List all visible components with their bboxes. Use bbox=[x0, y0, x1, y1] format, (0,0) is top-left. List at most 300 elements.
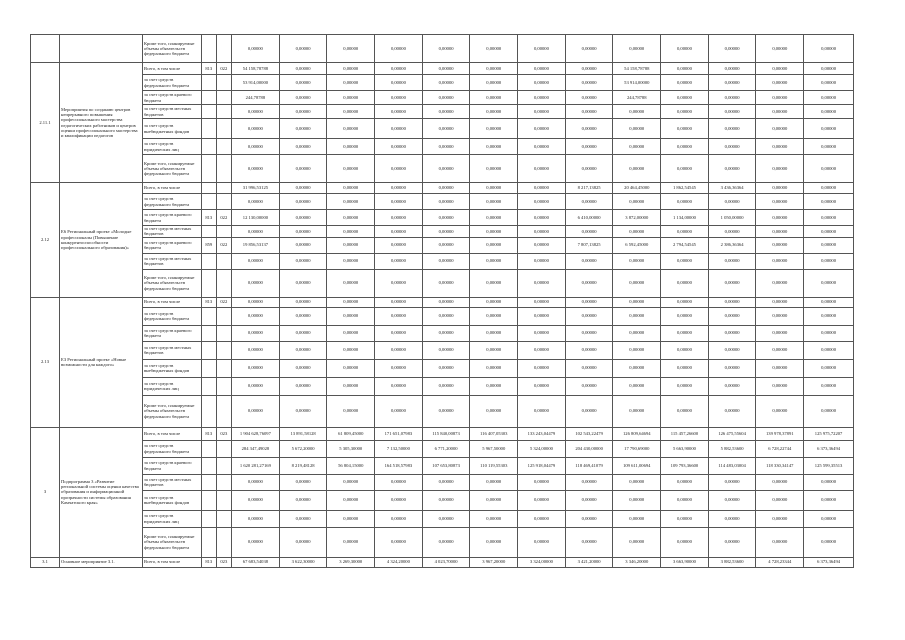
amount-cell: 0,00000 bbox=[327, 63, 375, 75]
grbs-code-cell bbox=[202, 183, 217, 194]
amount-cell: 0,00000 bbox=[279, 510, 327, 527]
grbs-code-cell: 813 bbox=[202, 427, 217, 440]
amount-cell: 0,00000 bbox=[422, 226, 470, 238]
amount-cell: 0,00000 bbox=[279, 307, 327, 325]
amount-cell: 0,00000 bbox=[661, 377, 709, 395]
amount-cell: 0,00000 bbox=[470, 210, 518, 226]
amount-cell: 0,00000 bbox=[708, 341, 756, 359]
amount-cell: 0,00000 bbox=[565, 377, 613, 395]
amount-cell: 0,00000 bbox=[279, 155, 327, 183]
amount-cell: 0,00000 bbox=[613, 527, 661, 557]
table-row bbox=[31, 474, 854, 490]
budget-table bbox=[30, 34, 854, 568]
amount-cell: 0,00000 bbox=[565, 194, 613, 210]
amount-cell: 0,00000 bbox=[756, 359, 804, 377]
amount-cell: 2 794,54545 bbox=[661, 237, 709, 253]
amount-cell: 0,00000 bbox=[708, 63, 756, 75]
amount-cell: 0,00000 bbox=[232, 377, 280, 395]
amount-cell: 0,00000 bbox=[422, 75, 470, 91]
amount-cell: 0,00000 bbox=[565, 91, 613, 105]
amount-cell: 171 651,07983 bbox=[375, 427, 423, 440]
amount-cell: 0,00000 bbox=[518, 155, 566, 183]
amount-cell: 0,00000 bbox=[661, 490, 709, 510]
amount-cell: 0,00000 bbox=[232, 307, 280, 325]
amount-cell: 0,00000 bbox=[232, 490, 280, 510]
funding-source-label: за счет средств федерального бюджета bbox=[142, 75, 201, 91]
amount-cell: 1 050,00000 bbox=[708, 210, 756, 226]
amount-cell: 0,00000 bbox=[375, 105, 423, 119]
section-code-cell bbox=[216, 440, 232, 457]
amount-cell: 0,00000 bbox=[422, 395, 470, 427]
amount-cell: 0,00000 bbox=[804, 183, 854, 194]
amount-cell: 0,00000 bbox=[470, 325, 518, 341]
amount-cell: 0,00000 bbox=[518, 474, 566, 490]
amount-cell: 0,00000 bbox=[327, 490, 375, 510]
amount-cell: 0,00000 bbox=[327, 183, 375, 194]
amount-cell: 0,00000 bbox=[708, 119, 756, 139]
amount-cell: 0,00000 bbox=[565, 325, 613, 341]
amount-cell: 0,00000 bbox=[518, 63, 566, 75]
amount-cell: 0,00000 bbox=[565, 119, 613, 139]
funding-source-label: за счет средств краевого бюджета bbox=[142, 325, 201, 341]
amount-cell: 0,00000 bbox=[565, 510, 613, 527]
amount-cell: 0,00000 bbox=[375, 377, 423, 395]
amount-cell: 0,00000 bbox=[804, 75, 854, 91]
amount-cell: 0,00000 bbox=[804, 307, 854, 325]
amount-cell: 0,00000 bbox=[375, 341, 423, 359]
section-code-cell: 023 bbox=[216, 557, 232, 567]
amount-cell: 0,00000 bbox=[708, 35, 756, 63]
grbs-code-cell bbox=[202, 307, 217, 325]
amount-cell: 5 663,90000 bbox=[661, 440, 709, 457]
amount-cell: 0,00000 bbox=[708, 105, 756, 119]
section-code-cell bbox=[216, 139, 232, 155]
amount-cell: 0,00000 bbox=[708, 395, 756, 427]
grbs-code-cell bbox=[202, 510, 217, 527]
item-name-cell bbox=[60, 35, 143, 63]
amount-cell: 0,00000 bbox=[756, 226, 804, 238]
amount-cell: 0,00000 bbox=[470, 297, 518, 307]
table-row bbox=[31, 427, 854, 440]
amount-cell: 0,00000 bbox=[279, 269, 327, 297]
item-name-cell: Мероприятия по созданию центров непрерывного повышения профессионального мастерства педагогических работников и центров оценки профессионального мастерства и квалификации педагогов bbox=[60, 63, 143, 183]
amount-cell: 0,00000 bbox=[279, 359, 327, 377]
section-code-cell bbox=[216, 269, 232, 297]
amount-cell: 5 324,00000 bbox=[518, 440, 566, 457]
budget-table-page bbox=[30, 34, 854, 568]
amount-cell: 0,00000 bbox=[565, 395, 613, 427]
table-row bbox=[31, 490, 854, 510]
amount-cell: 0,00000 bbox=[232, 510, 280, 527]
amount-cell: 0,00000 bbox=[375, 119, 423, 139]
amount-cell: 0,00000 bbox=[613, 119, 661, 139]
amount-cell: 20 464,45000 bbox=[613, 183, 661, 194]
funding-source-label: за счет средств внебюджетных фондов bbox=[142, 359, 201, 377]
amount-cell: 54 158,78788 bbox=[613, 63, 661, 75]
amount-cell: 0,00000 bbox=[565, 105, 613, 119]
amount-cell: 0,00000 bbox=[708, 307, 756, 325]
amount-cell: 0,00000 bbox=[756, 237, 804, 253]
row-index-cell: 3 bbox=[31, 427, 60, 557]
amount-cell: 0,00000 bbox=[422, 490, 470, 510]
amount-cell: 107 653,80873 bbox=[422, 457, 470, 474]
funding-source-label: за счет средств федерального бюджета bbox=[142, 440, 201, 457]
amount-cell: 0,00000 bbox=[661, 307, 709, 325]
amount-cell: 0,00000 bbox=[422, 155, 470, 183]
amount-cell: 0,00000 bbox=[613, 269, 661, 297]
amount-cell: 0,00000 bbox=[422, 237, 470, 253]
funding-source-label: Всего, в том числе bbox=[142, 557, 201, 567]
table-row bbox=[31, 226, 854, 238]
grbs-code-cell bbox=[202, 139, 217, 155]
section-code-cell: 023 bbox=[216, 427, 232, 440]
grbs-code-cell bbox=[202, 490, 217, 510]
amount-cell: 0,00000 bbox=[279, 325, 327, 341]
grbs-code-cell bbox=[202, 527, 217, 557]
amount-cell: 0,00000 bbox=[375, 237, 423, 253]
amount-cell: 0,00000 bbox=[565, 474, 613, 490]
amount-cell: 0,00000 bbox=[661, 155, 709, 183]
amount-cell: 1 620 281,27169 bbox=[232, 457, 280, 474]
table-row bbox=[31, 91, 854, 105]
amount-cell: 0,00000 bbox=[327, 297, 375, 307]
amount-cell: 0,00000 bbox=[756, 183, 804, 194]
amount-cell: 0,00000 bbox=[375, 269, 423, 297]
table-row bbox=[31, 341, 854, 359]
amount-cell: 0,00000 bbox=[661, 510, 709, 527]
funding-source-label: Кроме того, планируемые объемы обязательств федерального бюджета bbox=[142, 35, 201, 63]
amount-cell: 19 856,53137 bbox=[232, 237, 280, 253]
amount-cell: 0,00000 bbox=[756, 474, 804, 490]
amount-cell: 0,00000 bbox=[327, 35, 375, 63]
table-row bbox=[31, 194, 854, 210]
amount-cell: 0,00000 bbox=[422, 527, 470, 557]
grbs-code-cell bbox=[202, 377, 217, 395]
amount-cell: 0,00000 bbox=[375, 35, 423, 63]
amount-cell: 0,00000 bbox=[470, 91, 518, 105]
amount-cell: 0,00000 bbox=[804, 510, 854, 527]
funding-source-label: за счет средств юридических лиц bbox=[142, 377, 201, 395]
funding-source-label: за счет средств краевого бюджета bbox=[142, 91, 201, 105]
amount-cell: 0,00000 bbox=[804, 527, 854, 557]
amount-cell: 0,00000 bbox=[422, 307, 470, 325]
amount-cell: 0,00000 bbox=[422, 269, 470, 297]
amount-cell: 0,00000 bbox=[613, 194, 661, 210]
amount-cell: 0,00000 bbox=[470, 527, 518, 557]
section-code-cell: 022 bbox=[216, 210, 232, 226]
table-row bbox=[31, 527, 854, 557]
table-row bbox=[31, 269, 854, 297]
amount-cell: 0,00000 bbox=[613, 377, 661, 395]
amount-cell: 116 407,05303 bbox=[470, 427, 518, 440]
table-row bbox=[31, 210, 854, 226]
amount-cell: 3 622,30000 bbox=[279, 557, 327, 567]
amount-cell: 0,00000 bbox=[232, 119, 280, 139]
section-code-cell bbox=[216, 307, 232, 325]
amount-cell: 0,00000 bbox=[327, 510, 375, 527]
amount-cell: 6 373,36494 bbox=[804, 440, 854, 457]
funding-source-label: Кроме того, планируемые объемы обязательств федерального бюджета bbox=[142, 527, 201, 557]
amount-cell: 0,00000 bbox=[279, 35, 327, 63]
amount-cell: 3 269,30000 bbox=[327, 557, 375, 567]
amount-cell: 0,00000 bbox=[470, 377, 518, 395]
amount-cell: 0,00000 bbox=[661, 527, 709, 557]
amount-cell: 4 023,70000 bbox=[422, 557, 470, 567]
amount-cell: 0,00000 bbox=[518, 325, 566, 341]
funding-source-label: за счет средств местных бюджетов bbox=[142, 341, 201, 359]
amount-cell: 0,00000 bbox=[518, 395, 566, 427]
amount-cell: 0,00000 bbox=[518, 297, 566, 307]
amount-cell: 0,00000 bbox=[327, 325, 375, 341]
amount-cell: 0,00000 bbox=[422, 341, 470, 359]
amount-cell: 0,00000 bbox=[422, 474, 470, 490]
amount-cell: 0,00000 bbox=[613, 359, 661, 377]
amount-cell: 0,00000 bbox=[804, 155, 854, 183]
amount-cell: 0,00000 bbox=[804, 297, 854, 307]
amount-cell: 0,00000 bbox=[565, 226, 613, 238]
table-row bbox=[31, 457, 854, 474]
amount-cell: 0,00000 bbox=[327, 341, 375, 359]
amount-cell: 0,00000 bbox=[375, 359, 423, 377]
amount-cell: 0,00000 bbox=[756, 63, 804, 75]
amount-cell: 0,00000 bbox=[470, 226, 518, 238]
amount-cell: 0,00000 bbox=[375, 226, 423, 238]
amount-cell: 0,00000 bbox=[518, 105, 566, 119]
amount-cell: 0,00000 bbox=[804, 474, 854, 490]
amount-cell: 0,00000 bbox=[613, 253, 661, 269]
section-code-cell bbox=[216, 226, 232, 238]
amount-cell: 0,00000 bbox=[470, 237, 518, 253]
row-index-cell: 2.12 bbox=[31, 183, 60, 298]
funding-source-label: Кроме того, планируемые объемы обязательств федерального бюджета bbox=[142, 269, 201, 297]
amount-cell: 0,00000 bbox=[375, 63, 423, 75]
amount-cell: 0,00000 bbox=[708, 359, 756, 377]
amount-cell: 284 347,49028 bbox=[232, 440, 280, 457]
amount-cell: 0,00000 bbox=[232, 226, 280, 238]
amount-cell: 164 518,57983 bbox=[375, 457, 423, 474]
amount-cell: 0,00000 bbox=[804, 377, 854, 395]
grbs-code-cell: 813 bbox=[202, 557, 217, 567]
amount-cell: 0,00000 bbox=[470, 155, 518, 183]
amount-cell: 118 330,34147 bbox=[756, 457, 804, 474]
amount-cell: 0,00000 bbox=[232, 269, 280, 297]
amount-cell: 6 373,36494 bbox=[804, 557, 854, 567]
amount-cell: 0,00000 bbox=[327, 253, 375, 269]
amount-cell: 0,00000 bbox=[756, 269, 804, 297]
amount-cell: 1 134,00000 bbox=[661, 210, 709, 226]
funding-source-label: за счет средств местных бюджетов bbox=[142, 474, 201, 490]
amount-cell: 0,00000 bbox=[661, 226, 709, 238]
amount-cell: 0,00000 bbox=[422, 105, 470, 119]
amount-cell: 0,00000 bbox=[756, 210, 804, 226]
amount-cell: 0,00000 bbox=[804, 119, 854, 139]
grbs-code-cell: 859 bbox=[202, 237, 217, 253]
amount-cell: 0,00000 bbox=[232, 253, 280, 269]
amount-cell: 0,00000 bbox=[804, 341, 854, 359]
row-index-cell: 3.1 bbox=[31, 557, 60, 567]
amount-cell: 0,00000 bbox=[756, 307, 804, 325]
section-code-cell bbox=[216, 105, 232, 119]
amount-cell: 53 914,00000 bbox=[613, 75, 661, 91]
amount-cell: 0,00000 bbox=[756, 194, 804, 210]
funding-source-label: Всего, в том числе bbox=[142, 427, 201, 440]
amount-cell: 6 592,45000 bbox=[613, 237, 661, 253]
funding-source-label: за счет средств местных бюджетов bbox=[142, 226, 201, 238]
amount-cell: 0,00000 bbox=[756, 325, 804, 341]
amount-cell: 0,00000 bbox=[422, 253, 470, 269]
amount-cell: 0,00000 bbox=[375, 75, 423, 91]
amount-cell: 0,00000 bbox=[804, 490, 854, 510]
amount-cell: 0,00000 bbox=[422, 91, 470, 105]
section-code-cell bbox=[216, 474, 232, 490]
amount-cell: 109 611,00694 bbox=[613, 457, 661, 474]
amount-cell: 0,00000 bbox=[518, 510, 566, 527]
funding-source-label: Всего, в том числе bbox=[142, 297, 201, 307]
section-code-cell bbox=[216, 457, 232, 474]
amount-cell: 0,00000 bbox=[470, 139, 518, 155]
amount-cell: 0,00000 bbox=[279, 105, 327, 119]
amount-cell: 0,00000 bbox=[565, 63, 613, 75]
amount-cell: 0,00000 bbox=[804, 105, 854, 119]
amount-cell: 102 543,22479 bbox=[565, 427, 613, 440]
amount-cell: 0,00000 bbox=[518, 91, 566, 105]
amount-cell: 3 872,00000 bbox=[613, 210, 661, 226]
funding-source-label: Всего, в том числе bbox=[142, 63, 201, 75]
section-code-cell bbox=[216, 359, 232, 377]
grbs-code-cell bbox=[202, 457, 217, 474]
amount-cell: 0,00000 bbox=[375, 474, 423, 490]
amount-cell: 0,00000 bbox=[422, 210, 470, 226]
amount-cell: 0,00000 bbox=[232, 35, 280, 63]
amount-cell: 0,00000 bbox=[613, 490, 661, 510]
amount-cell: 0,00000 bbox=[327, 194, 375, 210]
amount-cell: 0,00000 bbox=[708, 325, 756, 341]
amount-cell: 0,00000 bbox=[327, 75, 375, 91]
amount-cell: 0,00000 bbox=[518, 377, 566, 395]
amount-cell: 0,00000 bbox=[327, 377, 375, 395]
amount-cell: 110 119,55303 bbox=[470, 457, 518, 474]
amount-cell: 12 130,00000 bbox=[232, 210, 280, 226]
amount-cell: 3 967,20000 bbox=[470, 557, 518, 567]
amount-cell: 8 219,48128 bbox=[279, 457, 327, 474]
amount-cell: 0,00000 bbox=[565, 359, 613, 377]
amount-cell: 0,00000 bbox=[327, 105, 375, 119]
amount-cell: 0,00000 bbox=[613, 297, 661, 307]
amount-cell: 0,00000 bbox=[279, 183, 327, 194]
row-index-cell: 2.11.1 bbox=[31, 63, 60, 183]
amount-cell: 0,00000 bbox=[756, 527, 804, 557]
amount-cell: 0,00000 bbox=[756, 91, 804, 105]
amount-cell: 0,00000 bbox=[279, 474, 327, 490]
amount-cell: 0,00000 bbox=[232, 474, 280, 490]
amount-cell: 0,00000 bbox=[518, 194, 566, 210]
amount-cell: 244,78788 bbox=[613, 91, 661, 105]
amount-cell: 0,00000 bbox=[279, 119, 327, 139]
amount-cell: 0,00000 bbox=[518, 269, 566, 297]
amount-cell: 0,00000 bbox=[327, 527, 375, 557]
amount-cell: 0,00000 bbox=[232, 527, 280, 557]
amount-cell: 0,00000 bbox=[613, 474, 661, 490]
amount-cell: 0,00000 bbox=[518, 139, 566, 155]
amount-cell: 0,00000 bbox=[565, 341, 613, 359]
amount-cell: 0,00000 bbox=[232, 395, 280, 427]
amount-cell: 0,00000 bbox=[661, 325, 709, 341]
amount-cell: 3 882,53600 bbox=[708, 557, 756, 567]
amount-cell: 0,00000 bbox=[756, 341, 804, 359]
grbs-code-cell bbox=[202, 75, 217, 91]
section-code-cell bbox=[216, 527, 232, 557]
funding-source-label: Кроме того, планируемые объемы обязательств федерального бюджета bbox=[142, 155, 201, 183]
amount-cell: 204 430,00000 bbox=[565, 440, 613, 457]
amount-cell: 0,00000 bbox=[804, 194, 854, 210]
amount-cell: 7 132,50000 bbox=[375, 440, 423, 457]
amount-cell: 0,00000 bbox=[470, 253, 518, 269]
amount-cell: 0,00000 bbox=[327, 269, 375, 297]
funding-source-label: за счет средств местных бюджетов bbox=[142, 253, 201, 269]
amount-cell: 0,00000 bbox=[327, 139, 375, 155]
amount-cell: 0,00000 bbox=[470, 63, 518, 75]
amount-cell: 244,78788 bbox=[232, 91, 280, 105]
amount-cell: 0,00000 bbox=[470, 183, 518, 194]
table-row bbox=[31, 253, 854, 269]
amount-cell: 0,00000 bbox=[327, 307, 375, 325]
funding-source-label: за счет средств краевого бюджета bbox=[142, 210, 201, 226]
funding-source-label: за счет средств юридических лиц bbox=[142, 139, 201, 155]
amount-cell: 0,00000 bbox=[375, 325, 423, 341]
amount-cell: 0,00000 bbox=[756, 35, 804, 63]
section-code-cell bbox=[216, 75, 232, 91]
amount-cell: 0,00000 bbox=[613, 395, 661, 427]
amount-cell: 0,00000 bbox=[613, 307, 661, 325]
amount-cell: 0,00000 bbox=[661, 253, 709, 269]
amount-cell: 0,00000 bbox=[518, 359, 566, 377]
grbs-code-cell bbox=[202, 325, 217, 341]
table-row bbox=[31, 119, 854, 139]
amount-cell: 0,00000 bbox=[518, 35, 566, 63]
amount-cell: 115 457,26600 bbox=[661, 427, 709, 440]
amount-cell: 0,00000 bbox=[518, 119, 566, 139]
grbs-code-cell bbox=[202, 226, 217, 238]
amount-cell: 0,00000 bbox=[565, 297, 613, 307]
amount-cell: 0,00000 bbox=[375, 194, 423, 210]
amount-cell: 5 672,20000 bbox=[279, 440, 327, 457]
table-row bbox=[31, 307, 854, 325]
amount-cell: 1 862,54545 bbox=[661, 183, 709, 194]
amount-cell: 61 809,45000 bbox=[327, 427, 375, 440]
amount-cell: 133 243,04479 bbox=[518, 427, 566, 440]
funding-source-label: за счет средств федерального бюджета bbox=[142, 194, 201, 210]
amount-cell: 0,00000 bbox=[232, 325, 280, 341]
amount-cell: 0,00000 bbox=[470, 105, 518, 119]
amount-cell: 0,00000 bbox=[375, 307, 423, 325]
table-row bbox=[31, 75, 854, 91]
amount-cell: 0,00000 bbox=[279, 75, 327, 91]
amount-cell: 0,00000 bbox=[708, 474, 756, 490]
amount-cell: 0,00000 bbox=[518, 253, 566, 269]
grbs-code-cell bbox=[202, 253, 217, 269]
amount-cell: 0,00000 bbox=[613, 325, 661, 341]
item-name-cell: Подпрограмма 3 «Развитие региональной системы оценки качества образования и информационной прозрачности системы образования Камчатского края» bbox=[60, 427, 143, 557]
amount-cell: 0,00000 bbox=[470, 510, 518, 527]
amount-cell: 0,00000 bbox=[279, 527, 327, 557]
table-row bbox=[31, 35, 854, 63]
amount-cell: 0,00000 bbox=[804, 253, 854, 269]
amount-cell: 0,00000 bbox=[327, 91, 375, 105]
grbs-code-cell bbox=[202, 119, 217, 139]
item-name-cell: Е3 Региональный проект «Новые возможности для каждого» bbox=[60, 297, 143, 427]
funding-source-label: Кроме того, планируемые объемы обязательств федерального бюджета bbox=[142, 395, 201, 427]
grbs-code-cell: 813 bbox=[202, 210, 217, 226]
